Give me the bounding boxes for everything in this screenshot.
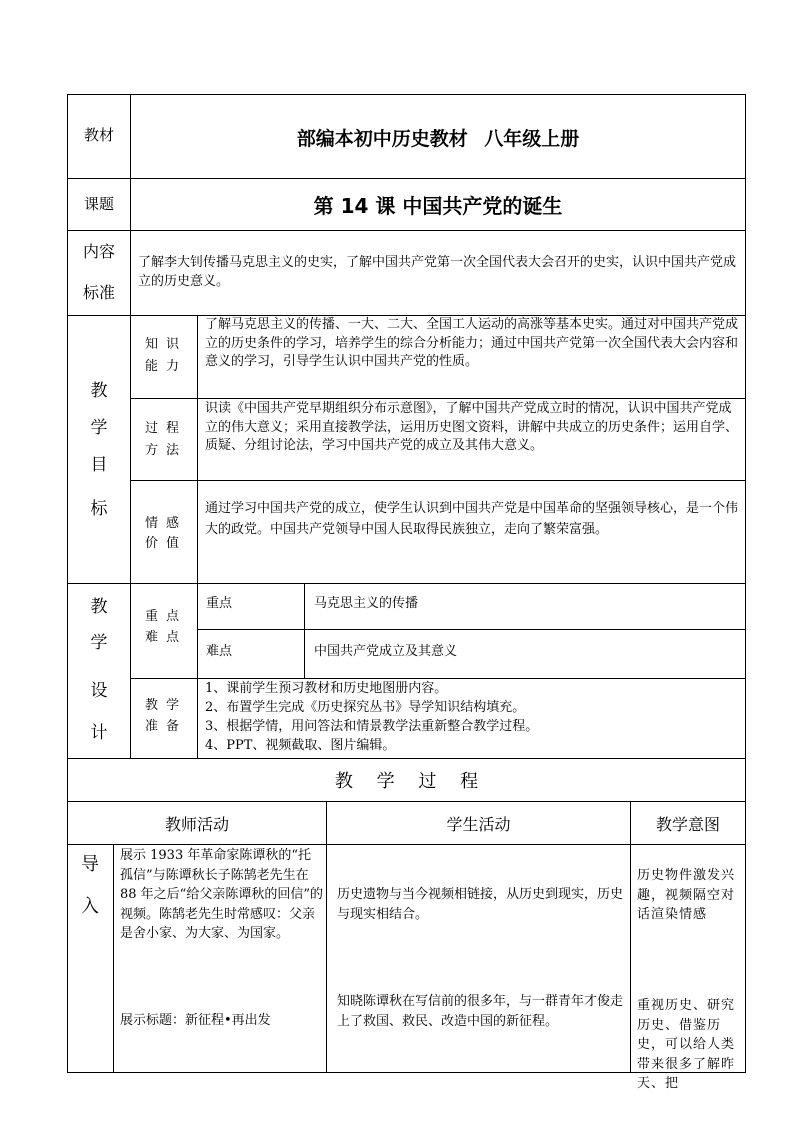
col-divider [130, 315, 131, 583]
textbook-value: 部编本初中历史教材 八年级上册 [296, 128, 580, 150]
standard-label-line1: 内容 [82, 242, 115, 261]
col-divider [326, 801, 327, 1072]
intent-text-2: 重视历史、研究历史、借鉴历史，可以给人类带来很多了解昨天、把 [637, 998, 736, 1091]
focus-label-line2: 难点 [144, 630, 187, 645]
emotion-label-line2: 价值 [144, 536, 187, 551]
standard-label-line2: 标准 [82, 283, 115, 302]
intro-label-char: 入 [81, 896, 99, 917]
row-divider [130, 480, 746, 481]
prep-label-line1: 教学 [144, 698, 187, 713]
intro-label-char: 导 [81, 854, 99, 875]
textbook-label: 教材 [83, 126, 114, 144]
row-divider [130, 678, 746, 679]
row-divider [197, 629, 746, 630]
process-label-line2: 方法 [144, 443, 187, 458]
col-divider [113, 844, 114, 1072]
row-divider [67, 844, 746, 845]
difficult-point-value: 中国共产党成立及其意义 [314, 644, 458, 659]
student-activity-1: 历史遗物与当今视频相链接，从历史到现实，历史与现实相结合。 [337, 887, 624, 922]
design-label-char: 学 [90, 633, 108, 653]
goals-label-char: 学 [90, 418, 108, 438]
knowledge-label-line2: 能力 [144, 359, 187, 374]
knowledge-text: 了解马克思主义的传播、一大、二大、全国工人运动的高涨等基本史实。通过对中国共产党成立的历史条件的学习，培养学生的综合分析能力；通过中国共产党第一次全国代表大会内容和意义的学习，引导学生认识中国共产党的性质。 [205, 317, 739, 369]
process-title: 教 学 过 程 [334, 771, 479, 792]
process-label-line1: 过程 [144, 421, 187, 436]
row-divider [67, 178, 746, 179]
design-label-char: 教 [90, 597, 108, 617]
design-label-char: 设 [90, 681, 108, 701]
prep-label-line2: 准备 [144, 719, 187, 734]
table-border-top [67, 94, 746, 95]
teacher-activity-1: 展示 1933 年革命家陈谭秋的“托孤信”与陈谭秋长子陈鹄老先生在 88 年之后“给父亲陈谭秋的回信”的视频。陈鹄老先生时常感叹：父亲是舍小家、为大家、为国家。 [120, 848, 323, 941]
goals-label-char: 教 [90, 381, 108, 401]
teacher-activity-2: 展示标题：新征程•再出发 [120, 1013, 271, 1028]
design-label-char: 计 [90, 723, 108, 743]
standard-text: 了解李大钊传播马克思主义的史实，了解中国共产党第一次全国代表大会召开的史实，认识中国共产党成立的历史意义。 [138, 255, 737, 289]
prep-item: 4、PPT、视频截取、图片编辑。 [205, 738, 396, 753]
key-point-label: 重点 [206, 596, 233, 611]
row-divider [67, 758, 746, 759]
student-activity-2: 知晓陈谭秋在写信前的很多年，与一群青年才俊走上了救国、救民、改造中国的新征程。 [337, 994, 624, 1029]
col-header-student: 学生活动 [446, 815, 511, 834]
knowledge-label-line1: 知识 [144, 337, 187, 352]
row-divider [67, 801, 746, 802]
intent-text-1: 历史物件激发兴趣，视频隔空对话渲染情感 [637, 868, 736, 922]
emotion-text: 通过学习中国共产党的成立，使学生认识到中国共产党是中国革命的坚强领导核心，是一个伟大的政党。中国共产党领导中国人民取得民族独立，走向了繁荣富强。 [205, 501, 739, 537]
col-header-intent: 教学意图 [655, 815, 720, 834]
col-divider [630, 801, 631, 1072]
emotion-label-line1: 情感 [144, 516, 187, 531]
prep-item: 2、布置学生完成《历史探究丛书》导学知识结构填充。 [205, 700, 526, 715]
row-divider [67, 583, 746, 584]
key-point-value: 马克思主义的传播 [314, 596, 419, 611]
col-header-teacher: 教师活动 [164, 815, 229, 834]
focus-label-line1: 重点 [144, 609, 187, 624]
row-divider [130, 398, 746, 399]
col-divider [304, 583, 305, 678]
row-divider [67, 230, 746, 231]
topic-value: 第 14 课 中国共产党的诞生 [313, 194, 563, 218]
difficult-point-label: 难点 [206, 644, 233, 659]
goals-label-char: 目 [90, 455, 108, 475]
prep-item: 3、根据学情，用问答法和情景教学法重新整合教学过程。 [205, 719, 539, 734]
col-divider [130, 583, 131, 758]
prep-item: 1、课前学生预习教材和历史地图册内容。 [205, 681, 448, 696]
topic-label: 课题 [83, 195, 114, 213]
process-text: 识读《中国共产党早期组织分布示意图》，了解中国共产党成立时的情况，认识中国共产党成立的伟大意义；采用直接教学法，运用历史图文资料，讲解中共成立的历史条件；运用自学、质疑、分组讨论法，学习中国共产党的成立及其伟大意义。 [205, 401, 739, 453]
goals-label-char: 标 [90, 499, 108, 519]
